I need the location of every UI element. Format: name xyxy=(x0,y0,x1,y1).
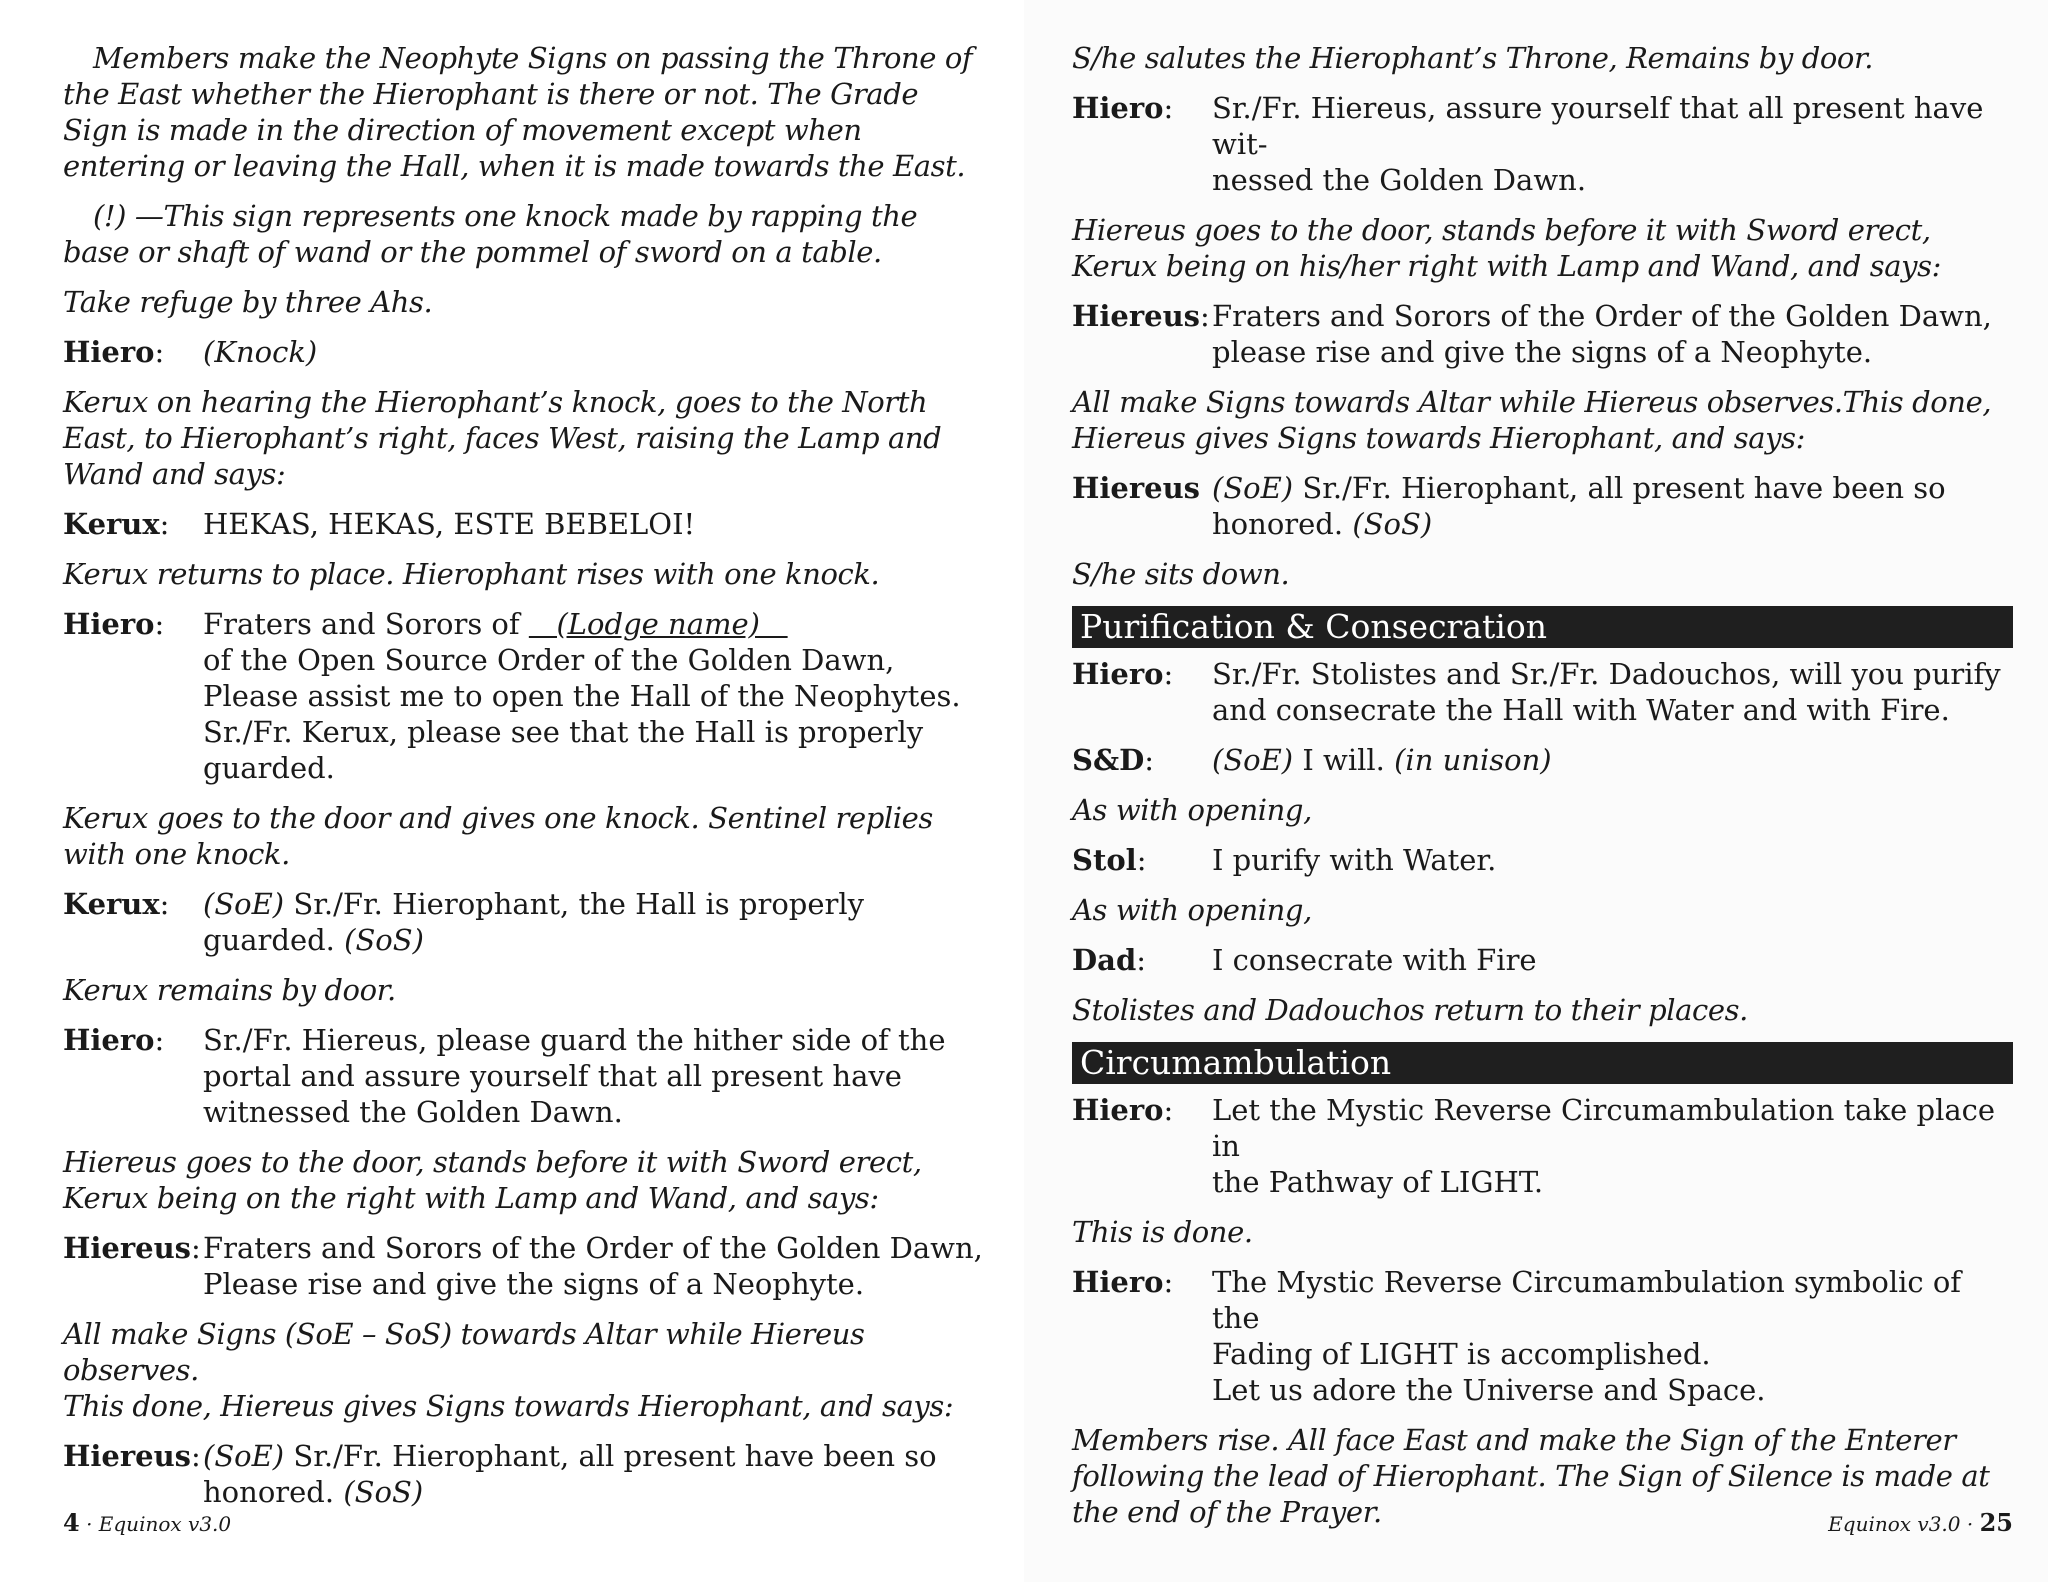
speaker: Hiereus xyxy=(1072,471,1201,505)
speech-text: HEKAS, HEKAS, ESTE BEBELOI! xyxy=(203,507,696,541)
speech-text: Fraters and Sorors of the Order of the Golden Dawn, please rise and give the signs of a Neophyte. xyxy=(1212,299,1992,369)
speaker: Kerux: xyxy=(63,887,170,921)
speech xyxy=(63,1230,983,1302)
speaker: Hiero: xyxy=(1072,1093,1174,1127)
speech-text: I consecrate with Fire xyxy=(1212,943,1537,977)
stage-direction: (!) —This sign represents one knock made by rapping the base or shaft of wand or the pommel of sword on a table. xyxy=(63,199,918,269)
right-page xyxy=(1024,0,2048,1582)
speech-text: Sr./Fr. Hiereus, assure yourself that all present have wit- nessed the Golden Dawn. xyxy=(1212,91,1984,197)
speaker: Dad: xyxy=(1072,943,1146,977)
stage-direction: All make Signs towards Altar while Hiereus observes.This done, Hiereus gives Signs towards Hierophant, and says: xyxy=(1072,385,1992,455)
stage-direction: All make Signs (SoE – SoS) towards Altar while Hiereus observes. This done, Hiereus gives Signs towards Hierophant, and says: xyxy=(63,1317,954,1423)
speech xyxy=(1072,1092,2013,1200)
speech xyxy=(1072,942,2013,978)
speaker: Kerux: xyxy=(63,507,170,541)
page-number: 4 xyxy=(63,1508,80,1537)
footer-title: Equinox v3.0 xyxy=(98,1512,232,1536)
stage-direction: As with opening, xyxy=(1072,893,1312,927)
stage-direction: As with opening, xyxy=(1072,793,1312,827)
stage-direction: Kerux remains by door. xyxy=(63,973,396,1007)
speech xyxy=(1072,842,2013,878)
stage-direction: Kerux goes to the door and gives one knock. Sentinel replies with one knock. xyxy=(63,801,933,871)
speech xyxy=(63,1438,983,1510)
speech-text: Sr./Fr. Stolistes and Sr./Fr. Dadouchos, will you purify and consecrate the Hall with Water and with Fire. xyxy=(1212,657,2001,727)
section-heading-purification: Purification & Consecration xyxy=(1072,606,2013,648)
speaker: S&D: xyxy=(1072,743,1155,777)
speech xyxy=(63,606,983,786)
stage-direction: Members make the Neophyte Signs on passing the Throne of the East whether the Hierophant is there or not. The Grade Sign is made in the direction of movement except when entering or leaving the Hall, when it is made towards the East. xyxy=(63,41,973,183)
section-heading-circumambulation: Circumambulation xyxy=(1072,1042,2013,1084)
stage-direction: S/he salutes the Hierophant’s Throne, Remains by door. xyxy=(1072,41,1874,75)
page-footer: 4 · Equinox v3.0 xyxy=(63,1508,232,1537)
speech-text: The Mystic Reverse Circumambulation symbolic of the Fading of LIGHT is accomplished. Let us adore the Universe and Space. xyxy=(1212,1265,1962,1407)
speech xyxy=(63,334,983,370)
stage-direction: Stolistes and Dadouchos return to their places. xyxy=(1072,993,1748,1027)
stage-direction: Kerux returns to place. Hierophant rises with one knock. xyxy=(63,557,880,591)
speaker: Hiereus: xyxy=(63,1231,201,1265)
speech xyxy=(1072,90,2013,198)
stage-direction: Hiereus goes to the door, stands before it with Sword erect, Kerux being on the right with Lamp and Wand, and says: xyxy=(63,1145,922,1215)
speech xyxy=(1072,656,2013,728)
speech-text: Sr./Fr. Hiereus, please guard the hither side of the portal and assure yourself that all present have witnessed the Golden Dawn. xyxy=(203,1023,946,1129)
speaker: Hiero: xyxy=(63,335,165,369)
left-column xyxy=(63,40,983,1524)
stage-direction: Take refuge by three Ahs. xyxy=(63,285,433,319)
speech-text: (SoE) Sr./Fr. Hierophant, all present have been so honored. (SoS) xyxy=(1212,471,1946,541)
speech xyxy=(63,886,983,958)
lodge-name-blank: (Lodge name) xyxy=(528,607,788,641)
speech xyxy=(1072,742,2013,778)
speaker: Hiero: xyxy=(1072,91,1174,125)
right-column xyxy=(1072,40,2013,1544)
speaker: Hiero: xyxy=(63,1023,165,1057)
speech xyxy=(1072,1264,2013,1408)
page-number: 25 xyxy=(1979,1508,2013,1537)
speech xyxy=(1072,470,2013,542)
speaker: Hiereus: xyxy=(63,1439,201,1473)
stage-direction: This is done. xyxy=(1072,1215,1253,1249)
speech-text: I purify with Water. xyxy=(1212,843,1497,877)
footer-title: Equinox v3.0 xyxy=(1828,1512,1961,1536)
speaker: Hiereus: xyxy=(1072,299,1210,333)
stage-direction: Members rise. All face East and make the Sign of the Enterer following the lead of Hierophant. The Sign of Silence is made at the end of the Prayer. xyxy=(1072,1423,1990,1529)
speech-text: (SoE) Sr./Fr. Hierophant, the Hall is properly guarded. (SoS) xyxy=(203,887,865,957)
stage-direction: Kerux on hearing the Hierophant’s knock, goes to the North East, to Hierophant’s right, faces West, raising the Lamp and Wand and says: xyxy=(63,385,942,491)
speech-text: Fraters and Sorors of (Lodge name) of the Open Source Order of the Golden Dawn, Please assist me to open the Hall of the Neophytes. Sr./Fr. Kerux, please see that the Hall is properly guarded. xyxy=(203,607,961,785)
speech xyxy=(1072,298,2013,370)
page-footer: Equinox v3.0 · 25 xyxy=(1828,1508,2013,1537)
speech-text: (SoE) Sr./Fr. Hierophant, all present have been so honored. (SoS) xyxy=(203,1439,937,1509)
speaker: Hiero: xyxy=(1072,1265,1174,1299)
speech-text: Fraters and Sorors of the Order of the Golden Dawn, Please rise and give the signs of a Neophyte. xyxy=(203,1231,983,1301)
speaker: Hiero: xyxy=(1072,657,1174,691)
speech xyxy=(63,506,983,542)
speaker: Stol: xyxy=(1072,843,1147,877)
stage-direction: Hiereus goes to the door, stands before it with Sword erect, Kerux being on his/her right with Lamp and Wand, and says: xyxy=(1072,213,1941,283)
speech-text: Let the Mystic Reverse Circumambulation take place in the Pathway of LIGHT. xyxy=(1212,1093,1996,1199)
speech-text: (SoE) I will. (in unison) xyxy=(1212,743,1552,777)
stage-direction: S/he sits down. xyxy=(1072,557,1290,591)
speech xyxy=(63,1022,983,1130)
speaker: Hiero: xyxy=(63,607,165,641)
speech-text: (Knock) xyxy=(203,335,318,369)
